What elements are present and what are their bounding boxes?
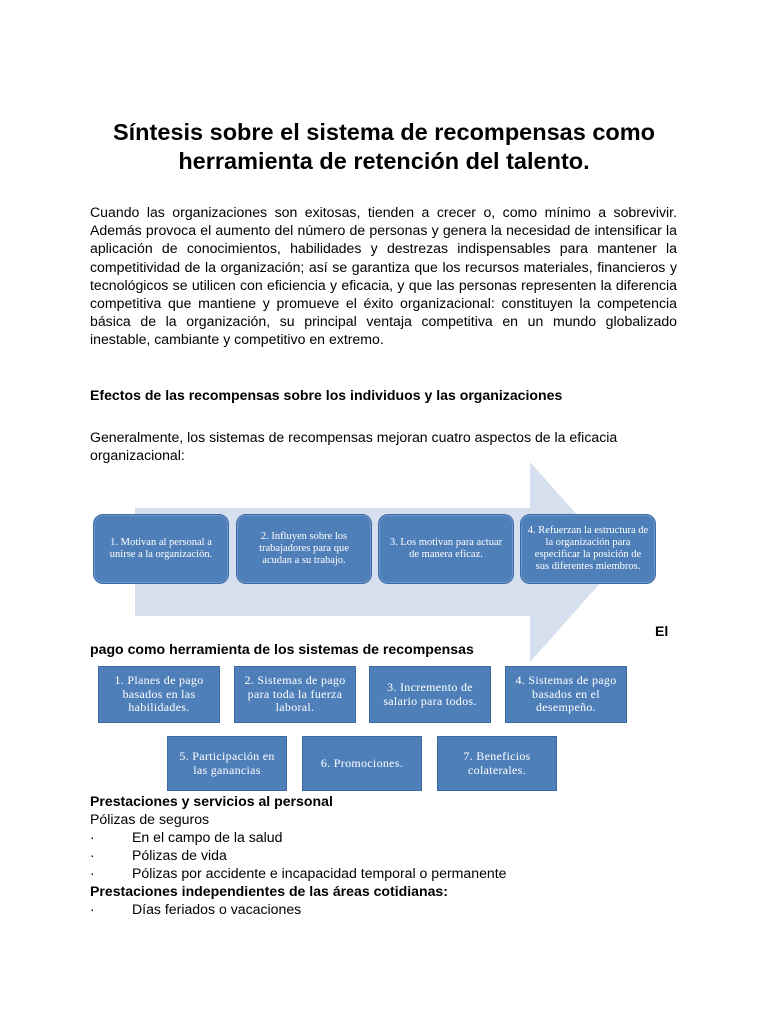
effect-step-1: 1. Motivan al personal a unirse a la organización. bbox=[93, 514, 229, 584]
list-item-text: En el campo de la salud bbox=[132, 829, 283, 845]
intro-paragraph: Cuando las organizaciones son exitosas, tienden a crecer o, como mínimo a sobrevivir. Además provoca el aumento del número de personas y genera la necesidad de intensificar la aplicación de conocimientos, habilidades y destrezas indispensables para mantener la competitividad de la organización; así se garantiza que los recursos materiales, financieros y tecnológicos se utilicen con eficiencia y eficacia, y que las personas representen la diferencia competitiva que mantiene y promueve el éxito organizacional: constituyen la competencia básica de la organización, su principal ventaja competitiva en un mundo globalizado inestable, cambiante y competitivo en extremo. bbox=[90, 204, 677, 348]
pay-item-3: 3. Incremento de salario para todos. bbox=[369, 666, 491, 723]
list-item bbox=[90, 846, 690, 864]
effect-step-2: 2. Influyen sobre los trabajadores para que acudan a su trabajo. bbox=[236, 514, 372, 584]
services-heading: Prestaciones y servicios al personal bbox=[90, 793, 333, 809]
pay-item-7: 7. Beneficios colaterales. bbox=[437, 736, 557, 791]
pay-item-2: 2. Sistemas de pago para toda la fuerza laboral. bbox=[234, 666, 356, 723]
list-item bbox=[90, 828, 690, 846]
pay-item-6: 6. Promociones. bbox=[302, 736, 422, 791]
list-item bbox=[90, 900, 690, 918]
list-item-text: Pólizas por accidente e incapacidad temporal o permanente bbox=[132, 865, 507, 881]
document-title: Síntesis sobre el sistema de recompensas como herramienta de retención del talento. bbox=[112, 119, 656, 174]
effect-step-3: 3. Los motivan para actuar de manera eficaz. bbox=[378, 514, 514, 584]
bullet-icon: · bbox=[90, 847, 95, 863]
independent-heading: Prestaciones independientes de las áreas cotidianas: bbox=[90, 883, 448, 899]
services-subheading: Pólizas de seguros bbox=[90, 811, 210, 827]
bullet-icon: · bbox=[90, 901, 95, 917]
pay-item-4: 4. Sistemas de pago basados en el desempeño. bbox=[505, 666, 627, 723]
bullet-icon: · bbox=[90, 829, 95, 845]
effects-heading: Efectos de las recompensas sobre los individuos y las organizaciones bbox=[90, 387, 563, 403]
list-item-text: Días feriados o vacaciones bbox=[132, 901, 302, 917]
services-section bbox=[90, 792, 690, 918]
bullet-icon: · bbox=[90, 865, 95, 881]
effect-step-4: 4. Refuerzan la estructura de la organización para especificar la posición de sus diferentes miembros. bbox=[520, 514, 656, 584]
pay-heading-first-word: El bbox=[655, 623, 669, 639]
effects-intro: Generalmente, los sistemas de recompensas mejoran cuatro aspectos de la eficacia organizacional: bbox=[90, 429, 618, 464]
pay-heading: pago como herramienta de los sistemas de recompensas bbox=[90, 641, 474, 657]
list-item bbox=[90, 864, 690, 882]
list-item-text: Pólizas de vida bbox=[132, 847, 227, 863]
pay-item-1: 1. Planes de pago basados en las habilidades. bbox=[98, 666, 220, 723]
pay-item-5: 5. Participación en las ganancias bbox=[167, 736, 287, 791]
